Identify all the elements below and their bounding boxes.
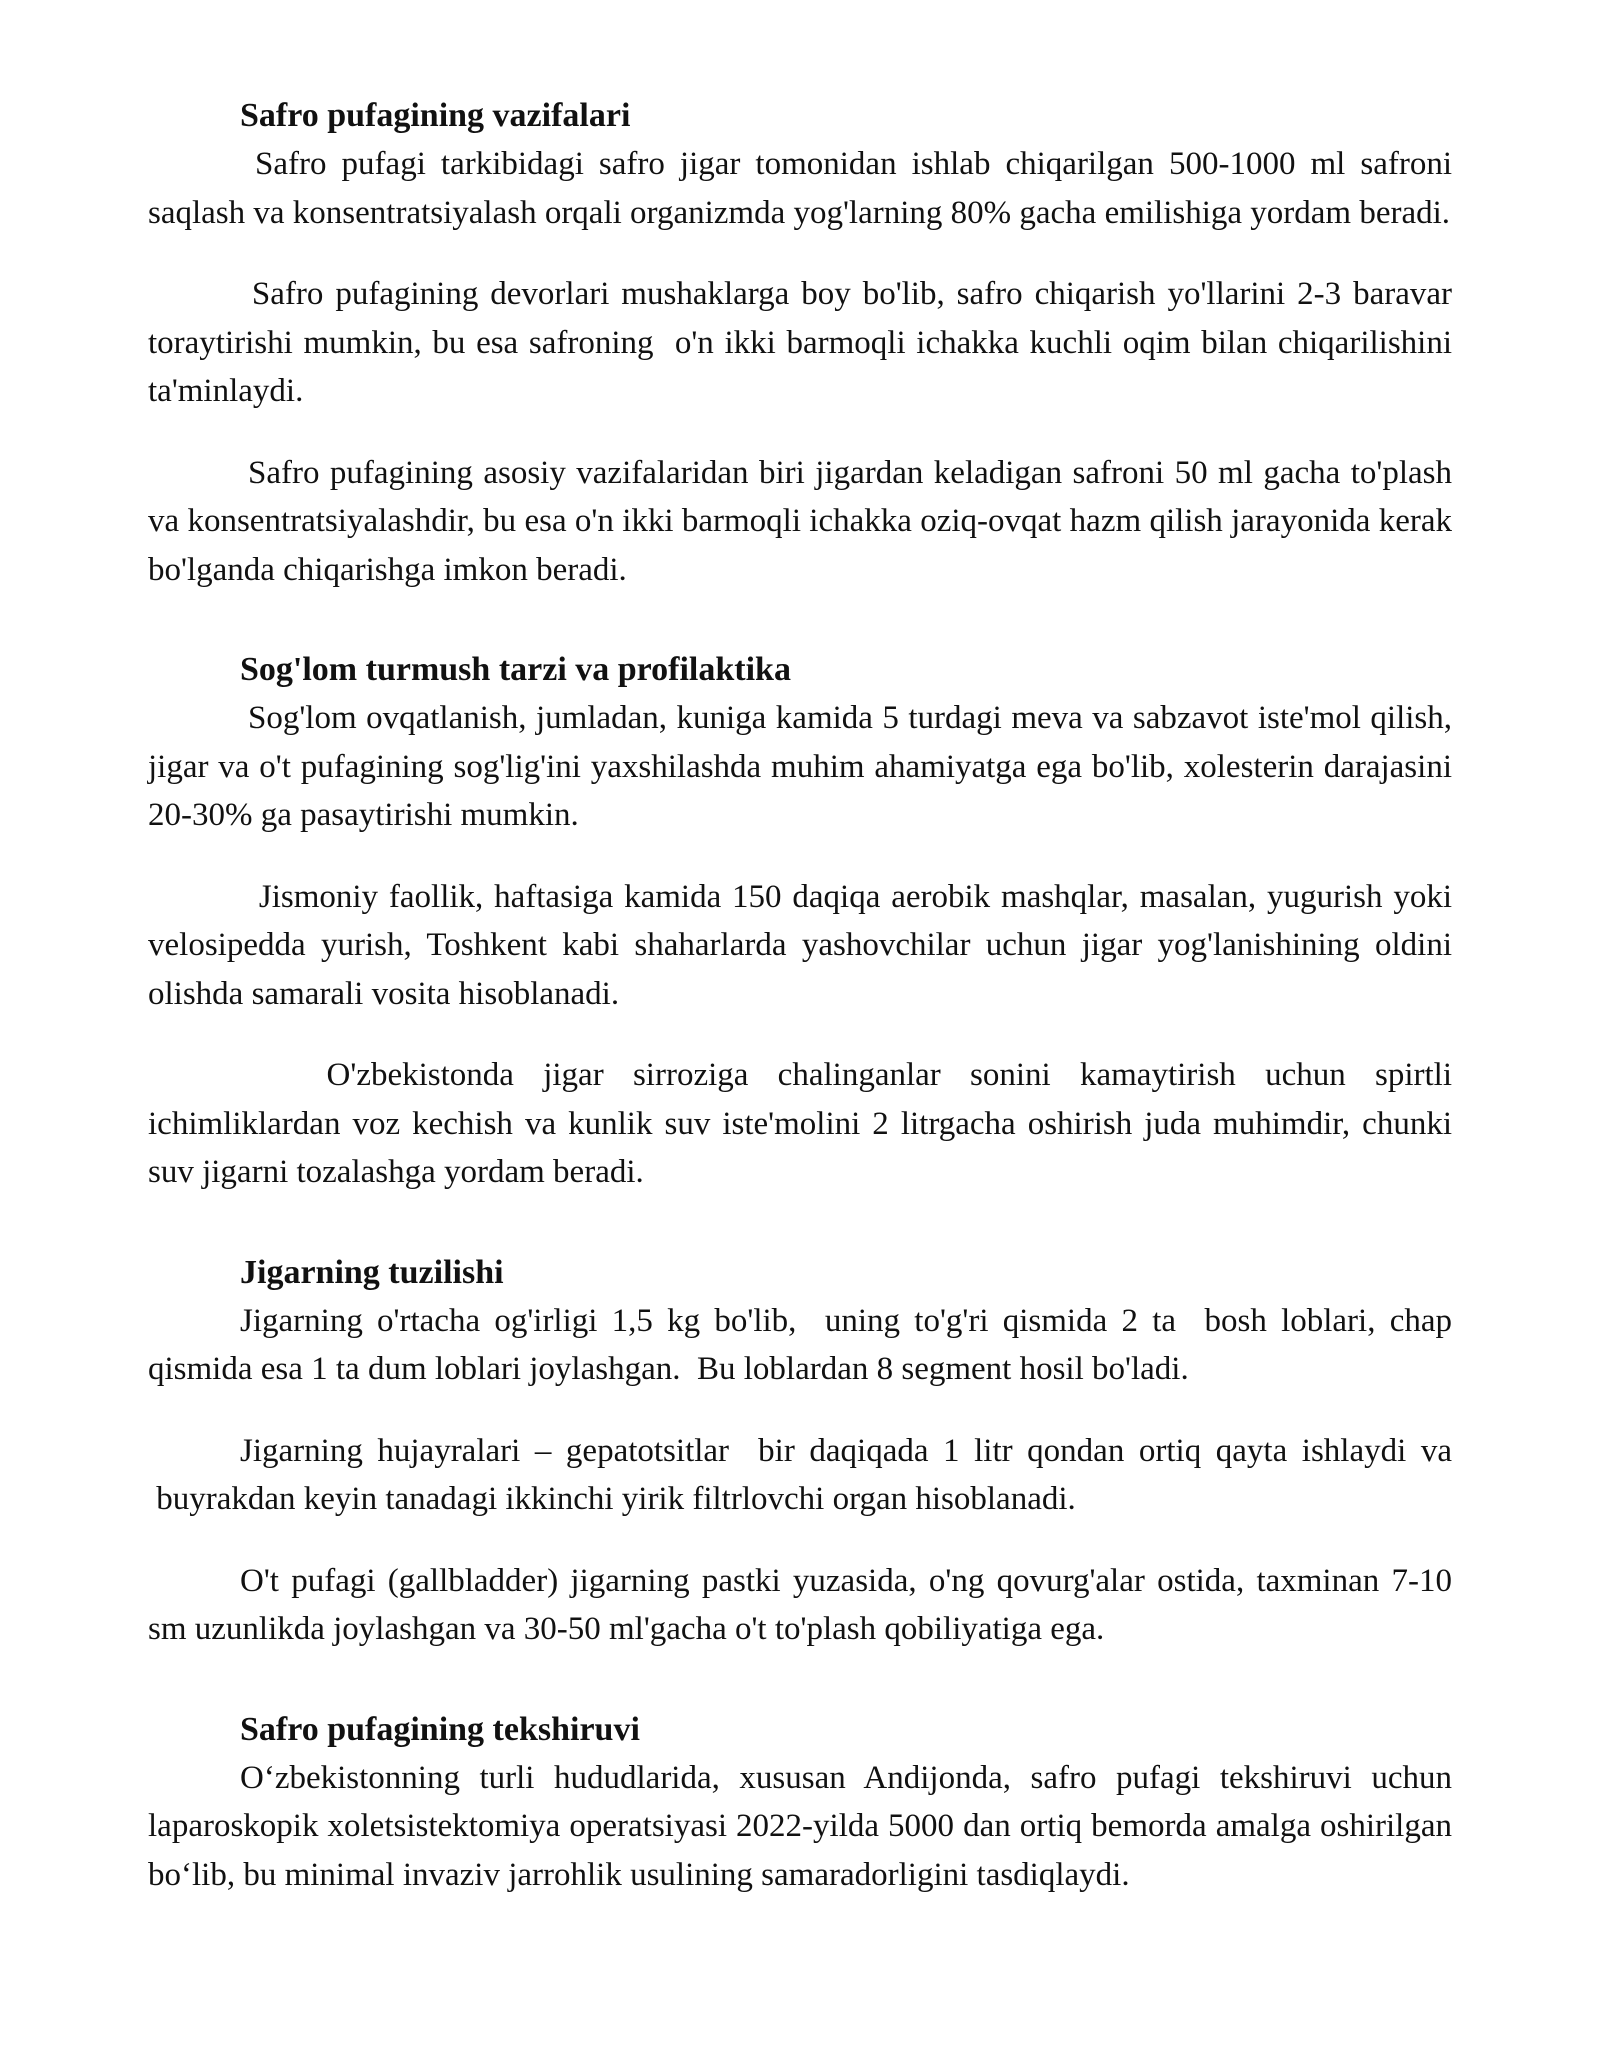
section-heading: Sog'lom turmush tarzi va profilaktika: [240, 651, 791, 688]
paragraph: Jigarning o'rtacha og'irligi 1,5 kg bo'lib, uning to'g'ri qismida 2 ta bosh loblari, chap qismida esa 1 ta dum loblari joylashgan. Bu loblardan 8 segment hosil bo'ladi.: [148, 1302, 1452, 1387]
paragraph: O'zbekistonda jigar sirroziga chalinganlar sonini kamaytirish uchun spirtli ichimliklardan voz kechish va kunlik suv iste'molini 2 litrgacha oshirish juda muhimdir, chunki suv jigarni tozalashga yordam beradi.: [148, 1057, 1452, 1190]
paragraph: Safro pufagining devorlari mushaklarga boy bo'lib, safro chiqarish yo'llarini 2-3 baravar toraytirishi mumkin, bu esa safroning o'n ikki barmoqli ichakka kuchli oqim bilan chiqarilishini ta'minlaydi.: [148, 276, 1452, 409]
document-page: [148, 92, 1452, 1899]
paragraph: O‘zbekistonning turli hududlarida, xususan Andijonda, safro pufagi tekshiruvi uchun laparoskopik xoletsistektomiya operatsiyasi 2022-yilda 5000 dan ortiq bemorda amalga oshirilgan bo‘lib, bu minimal invaziv jarrohlik usulining samaradorligini tasdiqlaydi.: [148, 1759, 1452, 1893]
paragraph: Safro pufagining asosiy vazifalaridan biri jigardan keladigan safroni 50 ml gacha to'plash va konsentratsiyalashdir, bu esa o'n ikki barmoqli ichakka oziq-ovqat hazm qilish jarayonida kerak bo'lganda chiqarishga imkon beradi.: [148, 454, 1452, 588]
paragraph: Safro pufagi tarkibidagi safro jigar tomonidan ishlab chiqarilgan 500-1000 ml safroni saqlash va konsentratsiyalash orqali organizmda yog'larning 80% gacha emilishiga yordam beradi.: [148, 146, 1452, 231]
paragraph: Jismoniy faollik, haftasiga kamida 150 daqiqa aerobik mashqlar, masalan, yugurish yoki velosipedda yurish, Toshkent kabi shaharlarda yashovchilar uchun jigar yog'lanishining oldini olishda samarali vosita hisoblanadi.: [148, 878, 1452, 1012]
paragraph: Sog'lom ovqatlanish, jumladan, kuniga kamida 5 turdagi meva va sabzavot iste'mol qilish, jigar va o't pufagining sog'lig'ini yaxshilashda muhim ahamiyatga ega bo'lib, xolesterin darajasini 20-30% ga pasaytirishi mumkin.: [148, 700, 1452, 833]
paragraph: O't pufagi (gallbladder) jigarning pastki yuzasida, o'ng qovurg'alar ostida, taxminan 7-10 sm uzunlikda joylashgan va 30-50 ml'gacha o't to'plash qobiliyatiga ega.: [148, 1562, 1452, 1647]
section-heading: Jigarning tuzilishi: [240, 1253, 504, 1291]
section-heading: Safro pufagining vazifalari: [240, 97, 631, 134]
section-heading: Safro pufagining tekshiruvi: [240, 1710, 640, 1748]
paragraph: Jigarning hujayralari – gepatotsitlar bir daqiqada 1 litr qondan ortiq qayta ishlaydi va buyrakdan keyin tanadagi ikkinchi yirik filtrlovchi organ hisoblanadi.: [148, 1432, 1452, 1517]
